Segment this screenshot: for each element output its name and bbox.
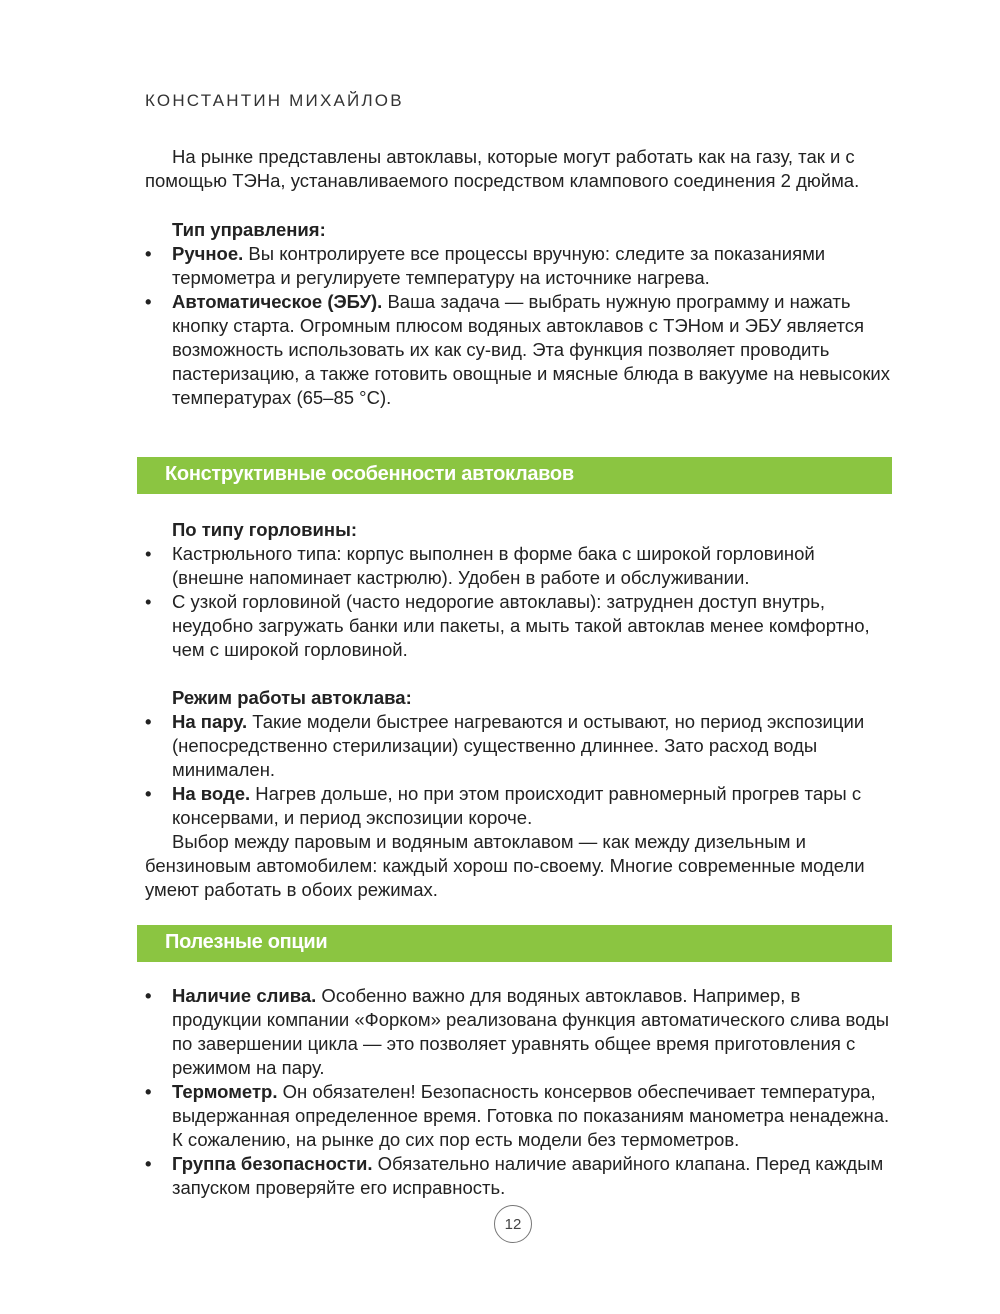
list-item-text: Такие модели быстрее нагреваются и остывают, но период экспозиции (непосредственно стерилизации) существенно длиннее. Зато расход воды минимален. [172,711,865,780]
bullet-icon: • [145,1081,152,1102]
list-item-text: Ваша задача — выбрать нужную программу и нажать кнопку старта. Огромным плюсом водяных автоклавов с ТЭНом и ЭБУ является возможность использовать их как су-вид. Эта функция позволяет проводить пастеризацию, а также готовить овощные и мясные блюда в вакууме на невысоких температурах (65–85 °C). [172,291,890,408]
operating-mode-section [145,686,890,902]
bullet-icon: • [145,543,152,564]
neck-type-heading: По типу горловины: [172,519,358,540]
list-item [145,542,890,590]
bullet-icon: • [145,291,152,312]
options-section [145,984,890,1200]
section-heading-bar [137,925,892,962]
bullet-icon: • [145,985,152,1006]
list-item-text: Особенно важно для водяных автоклавов. Например, в продукции компании «Форком» реализована функция автоматического слива воды по завершении цикла — это позволяет уравнять общее время приготовления с режимом на пару. [172,985,890,1078]
list-item [145,1080,890,1152]
list-item [145,1152,890,1200]
list-item-text: С узкой горловиной (часто недорогие автоклавы): затруднен доступ внутрь, неудобно загружать банки или пакеты, а мыть такой автоклав менее комфортно, чем с широкой горловиной. [172,591,870,660]
running-header-author: КОНСТАНТИН МИХАЙЛОВ [145,91,404,110]
list-item-label: Группа безопасности. [172,1153,373,1174]
bullet-icon: • [145,783,152,804]
section-heading-title: Полезные опции [165,931,328,953]
page-number-badge [494,1205,532,1243]
list-item [145,242,890,290]
list-item-label: Термометр. [172,1081,278,1102]
mode-summary-paragraph: Выбор между паровым и водяным автоклавом — как между дизельным и бензиновым автомобилем: каждый хорош по-своему. Многие современные модели умеют работать в обоих режимах. [145,831,865,900]
list-item [145,590,890,662]
bullet-icon: • [145,243,152,264]
bullet-icon: • [145,711,152,732]
list-item-text: Кастрюльного типа: корпус выполнен в форме бака с широкой горловиной (внешне напоминает кастрюлю). Удобен в работе и обслуживании. [172,543,815,588]
control-type-heading: Тип управления: [172,219,326,240]
list-item-label: На пару. [172,711,248,732]
list-item-label: Ручное. [172,243,244,264]
list-item-text: Обязательно наличие аварийного клапана. Перед каждым запуском проверяйте его исправность. [172,1153,884,1198]
list-item [145,782,890,830]
intro-paragraph: На рынке представлены автоклавы, которые могут работать как на газу, так и с помощью ТЭНа, устанавливаемого посредством клампового соединения 2 дюйма. [145,146,860,191]
list-item [145,984,890,1080]
list-item-label: Наличие слива. [172,985,317,1006]
list-item-text: Нагрев дольше, но при этом происходит равномерный прогрев тары с консервами, и период экспозиции короче. [172,783,862,828]
operating-mode-heading: Режим работы автоклава: [172,687,412,708]
bullet-icon: • [145,591,152,612]
list-item [145,710,890,782]
section-heading-bar [137,457,892,494]
list-item-label: Автоматическое (ЭБУ). [172,291,383,312]
bullet-icon: • [145,1153,152,1174]
list-item-text: Вы контролируете все процессы вручную: следите за показаниями термометра и регулируете температуру на источнике нагрева. [172,243,826,288]
list-item-label: На воде. [172,783,251,804]
neck-type-section [145,518,890,662]
section-heading-title: Конструктивные особенности автоклавов [165,463,574,485]
control-type-section [145,218,890,410]
list-item [145,290,890,410]
page-number: 12 [504,1215,522,1233]
list-item-text: Он обязателен! Безопасность консервов обеспечивает температура, выдержанная определенное время. Готовка по показаниям манометра ненадежна. К сожалению, на рынке до сих пор есть модели без термометров. [172,1081,890,1150]
